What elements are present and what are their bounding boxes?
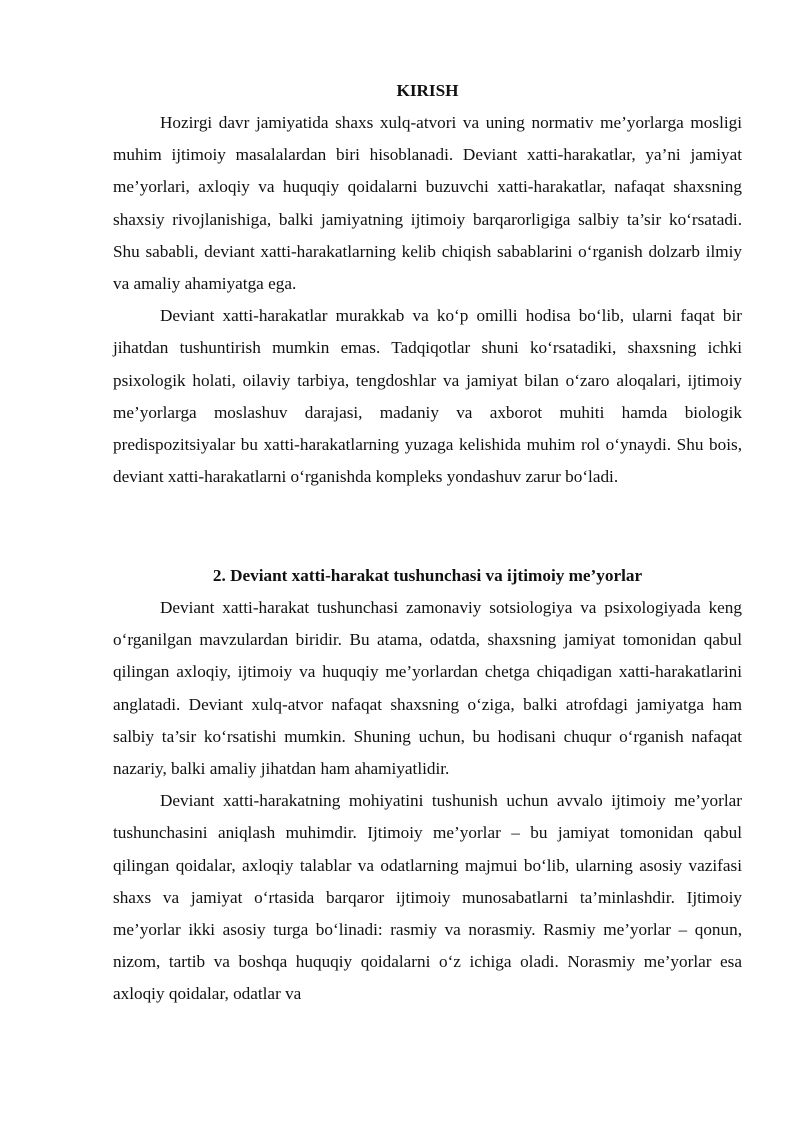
section-paragraph-1: Deviant xatti-harakat tushunchasi zamonaviy sotsiologiya va psixologiyada keng o‘rganilgan mavzulardan biridir. Bu atama, odatda, shaxsning jamiyat tomonidan qabul qilingan axloqiy, ijtimoiy va huquqiy me’yorlardan chetga chiqadigan xatti-harakatlarini anglatadi. Deviant xulq-atvor nafaqat shaxsning o‘ziga, balki atrofdagi jamiyatga ham salbiy ta’sir ko‘rsatishi mumkin. Shuning uchun, bu hodisani chuqur o‘rganish nafaqat nazariy, balki amaliy jihatdan ham ahamiyatlidir.	[113, 598, 742, 779]
intro-section	[113, 107, 742, 493]
intro-paragraph-2: Deviant xatti-harakatlar murakkab va ko‘p omilli hodisa bo‘lib, ularni faqat bir jihatdan tushuntirish mumkin emas. Tadqiqotlar shuni ko‘rsatadiki, shaxsning ichki psixologik holati, oilaviy tarbiya, tengdoshlar va jamiyat bilan o‘zaro aloqalari, ijtimoiy me’yorlarga moslashuv darajasi, madaniy va axborot muhiti hamda biologik predispozitsiyalar bu xatti-harakatlarning yuzaga kelishida muhim rol o‘ynaydi. Shu bois, deviant xatti-harakatlarni o‘rganishda kompleks yondashuv zarur bo‘ladi.	[113, 306, 742, 487]
document-title: KIRISH	[396, 81, 459, 100]
section-paragraph-2: Deviant xatti-harakatning mohiyatini tushunish uchun avvalo ijtimoiy me’yorlar tushunchasini aniqlash muhimdir. Ijtimoiy me’yorlar – bu jamiyat tomonidan qabul qilingan qoidalar, axloqiy talablar va odatlarning majmui bo‘lib, ularning asosiy vazifasi shaxs va jamiyat o‘rtasida barqaror ijtimoiy munosabatlarni ta’minlashdir. Ijtimoiy me’yorlar ikki asosiy turga bo‘linadi: rasmiy va norasmiy. Rasmiy me’yorlar – qonun, nizom, tartib va boshqa huquqiy qoidalarni o‘z ichiga oladi. Norasmiy me’yorlar esa axloqiy qoidalar, odatlar va	[113, 791, 742, 1004]
section-heading: 2. Deviant xatti-harakat tushunchasi va ijtimoiy me’yorlar	[212, 566, 643, 585]
main-section	[113, 592, 742, 1011]
intro-paragraph-1: Hozirgi davr jamiyatida shaxs xulq-atvori va uning normativ me’yorlarga mosligi muhim ijtimoiy masalalardan biri hisoblanadi. Deviant xatti-harakatlar, ya’ni jamiyat me’yorlari, axloqiy va huquqiy qoidalarni buzuvchi xatti-harakatlar, nafaqat shaxsning shaxsiy rivojlanishiga, balki jamiyatning ijtimoiy barqarorligiga salbiy ta’sir ko‘rsatadi. Shu sababli, deviant xatti-harakatlarning kelib chiqish sabablarini o‘rganish dolzarb ilmiy va amaliy ahamiyatga ega.	[113, 113, 742, 294]
